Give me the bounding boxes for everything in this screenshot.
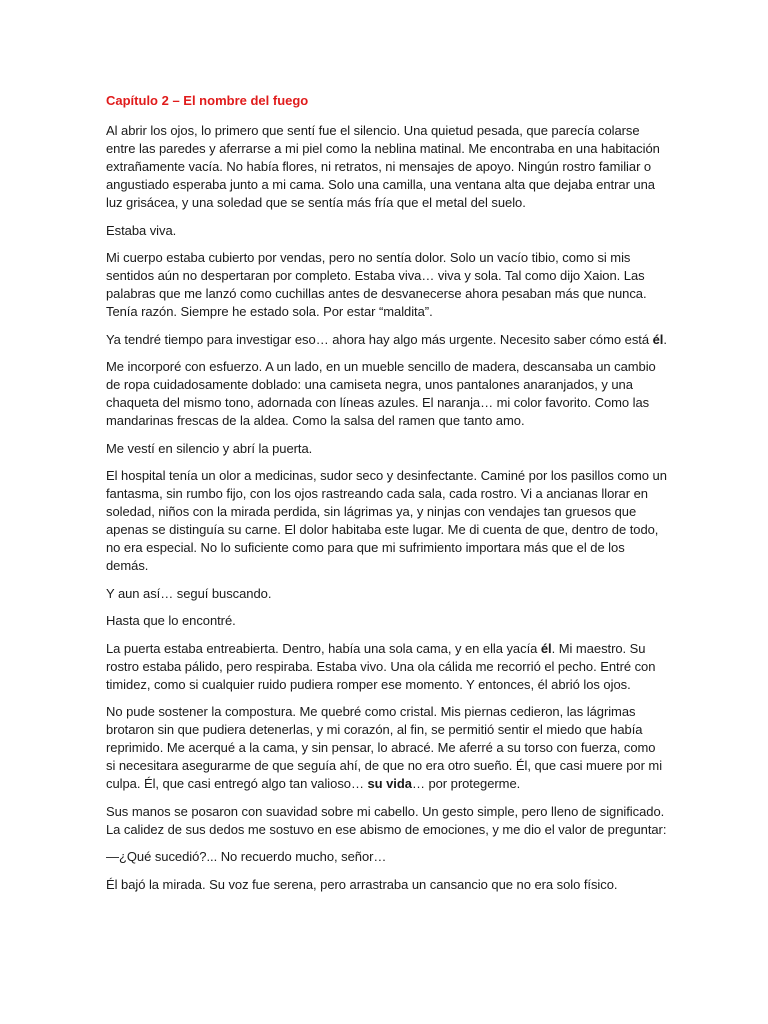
- text-run: Sus manos se posaron con suavidad sobre mi cabello. Un gesto simple, pero lleno de significado. La calidez de sus dedos me sostuvo en ese abismo de emociones, y me dio el valor de preguntar:: [106, 803, 667, 837]
- text-run: El hospital tenía un olor a medicinas, sudor seco y desinfectante. Caminé por los pasillos como un fantasma, sin rumbo fijo, con los ojos rastreando cada sala, cada rostro. Vi a ancianas llorar en soledad, niños con la mirada perdida, sin lágrimas ya, y ninjas con vendajes tan gruesos que apenas se distinguía su carne. El dolor habitaba este lugar. Me di cuenta de que, dentro de todo, no era especial. No lo suficiente como para que mi sufrimiento importara más que el de los demás.: [106, 468, 667, 573]
- text-run: Hasta que lo encontré.: [106, 613, 236, 628]
- chapter-title: Capítulo 2 – El nombre del fuego: [106, 93, 309, 108]
- paragraph: [106, 249, 668, 321]
- text-run: Y aun así… seguí buscando.: [106, 585, 272, 601]
- paragraph: [106, 222, 668, 240]
- paragraph: [106, 848, 668, 866]
- chapter-body: [106, 122, 668, 894]
- paragraph: [106, 612, 668, 630]
- text-run: Estaba viva.: [106, 222, 177, 238]
- paragraph: [106, 876, 668, 894]
- paragraph: [106, 122, 668, 212]
- paragraph: [106, 640, 668, 694]
- bold-text: su vida: [367, 776, 412, 791]
- text-run: … por protegerme.: [411, 776, 521, 791]
- text-run: Ya tendré tiempo para investigar eso… ahora hay algo más urgente. Necesito saber cómo está: [106, 331, 653, 347]
- paragraph: [106, 358, 668, 430]
- text-run: La puerta estaba entreabierta. Dentro, había una sola cama, y en ella yacía: [106, 640, 541, 656]
- text-run: Él bajó la mirada. Su voz fue serena, pero arrastraba un cansancio que no era solo físico.: [106, 876, 618, 892]
- paragraph: [106, 440, 668, 458]
- text-run: —¿Qué sucedió?... No recuerdo mucho, señor…: [106, 849, 387, 864]
- text-run: Me incorporé con esfuerzo. A un lado, en un mueble sencillo de madera, descansaba un cambio de ropa cuidadosamente doblado: una camiseta negra, unos pantalones anaranjados, y una chaqueta del mismo tono, adornada con líneas azules. El naranja… mi color favorito. Como las mandarinas frescas de la aldea. Como la salsa del ramen que tanto amo.: [106, 359, 656, 428]
- bold-text: él: [540, 640, 552, 656]
- text-run: . Mi maestro. Su rostro estaba pálido, pero respiraba. Estaba vivo. Una ola cálida me recorrió el pecho. Entré con timidez, como si cualquier ruido pudiera romper ese momento. Y entonces, él abrió los ojos.: [106, 640, 656, 692]
- text-run: .: [663, 331, 667, 347]
- paragraph: [106, 585, 668, 603]
- bold-text: él: [652, 331, 664, 347]
- paragraph: [106, 803, 668, 839]
- paragraph: [106, 331, 668, 349]
- text-run: Mi cuerpo estaba cubierto por vendas, pero no sentía dolor. Solo un vacío tibio, como si mis sentidos aún no despertaran por completo. Estaba viva… viva y sola. Tal como dijo Xaion. Las palabras que me lanzó como cuchillas antes de desvanecerse ahora pesaban más que nunca. Tenía razón. Siempre he estado sola. Por estar “maldita”.: [106, 250, 647, 319]
- text-run: Me vestí en silencio y abrí la puerta.: [106, 440, 313, 456]
- paragraph: [106, 467, 668, 575]
- text-run: No pude sostener la compostura. Me quebré como cristal. Mis piernas cedieron, las lágrimas brotaron sin que pudiera detenerlas, y mi corazón, al fin, se permitió sentir el miedo que había reprimido. Me acerqué a la cama, y sin pensar, lo abracé. Me aferré a su torso con fuerza, como si necesitara asegurarme de que seguía ahí, de que no era otro sueño. Él, que casi muere por mi culpa. Él, que casi entregó algo tan valioso…: [106, 704, 663, 791]
- text-run: Al abrir los ojos, lo primero que sentí fue el silencio. Una quietud pesada, que parecía colarse entre las paredes y aferrarse a mi piel como la neblina matinal. Me encontraba en una habitación extrañamente vacía. No había flores, ni retratos, ni mensajes de apoyo. Ningún rostro familiar o angustiado esperaba junto a mi cama. Solo una camilla, una ventana alta que dejaba entrar una luz grisácea, y una soledad que se sentía más fría que el metal del suelo.: [106, 123, 660, 210]
- paragraph: [106, 703, 668, 793]
